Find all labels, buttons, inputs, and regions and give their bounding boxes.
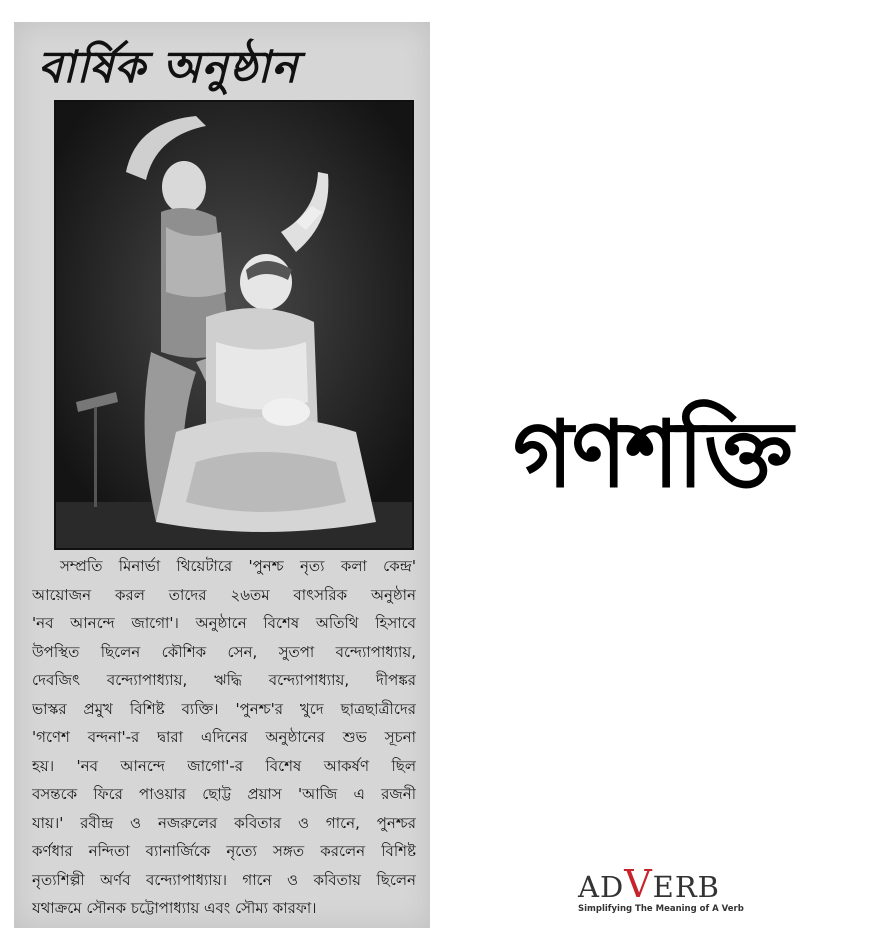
brand-tagline: Simplifying The Meaning of A Verb bbox=[578, 904, 744, 914]
article-line: ভাস্কর প্রমুখ বিশিষ্ট ব্যক্তি। 'পুনশ্চ'র খুদে ছাত্রছাত্রীদের bbox=[32, 699, 416, 718]
ganashakti-logo: গণশক্তি bbox=[512, 401, 792, 508]
article-line: যথাক্রমে সৌনক চট্টোপাধ্যায় এবং সৌম্য কারফা। bbox=[32, 899, 317, 917]
article-line: সম্প্রতি মিনার্ভা থিয়েটারে 'পুনশ্চ নৃত্য কলা কেন্দ্র' bbox=[60, 557, 416, 575]
article-line: হয়। 'নব আনন্দে জাগো'-র বিশেষ আকর্ষণ ছিল bbox=[32, 756, 416, 775]
brand-prefix: AD bbox=[578, 870, 625, 904]
newspaper-clipping bbox=[14, 22, 430, 928]
article-body bbox=[32, 552, 416, 928]
article-line: আয়োজন করল তাদের ২৬তম বাৎসরিক অনুষ্ঠান bbox=[32, 585, 416, 604]
article-line: 'গণেশ বন্দনা'-র দ্বারা এদিনের অনুষ্ঠানের শুভ সূচনা bbox=[32, 728, 416, 746]
article-line: যায়।' রবীন্দ্র ও নজরুলের কবিতার ও গানে, পুনশ্চর bbox=[32, 813, 416, 832]
brand-suffix: ERB bbox=[652, 870, 720, 904]
clipping-headline: বার্ষিক অনুষ্ঠান bbox=[38, 42, 299, 93]
article-line: উপস্থিত ছিলেন কৌশিক সেন, সুতপা বন্দ্যোপাধ্যায়, bbox=[32, 642, 416, 661]
article-line: দেবজিৎ বন্দ্যোপাধ্যায়, ঋদ্ধি বন্দ্যোপাধ্যায়, দীপঙ্কর bbox=[32, 671, 416, 689]
article-line: 'নব আনন্দে জাগো'। অনুষ্ঠানে বিশেষ অতিথি হিসাবে bbox=[32, 614, 416, 632]
brand-v-letter: V bbox=[624, 862, 653, 906]
article-line: বসন্তকে ফিরে পাওয়ার ছোট্ট প্রয়াস 'আজি এ রজনী bbox=[32, 785, 416, 803]
article-line: নৃত্যশিল্পী অর্ণব বন্দ্যোপাধ্যায়। গানে ও কবিতায় ছিলেন bbox=[32, 870, 416, 889]
article-line: কর্ণধার নন্দিতা ব্যানার্জিকে নৃত্যে সঙ্গত করলেন বিশিষ্ট bbox=[32, 842, 416, 860]
adverb-wordmark bbox=[578, 862, 748, 906]
adverb-brand bbox=[578, 862, 748, 918]
dance-photo bbox=[54, 100, 414, 550]
